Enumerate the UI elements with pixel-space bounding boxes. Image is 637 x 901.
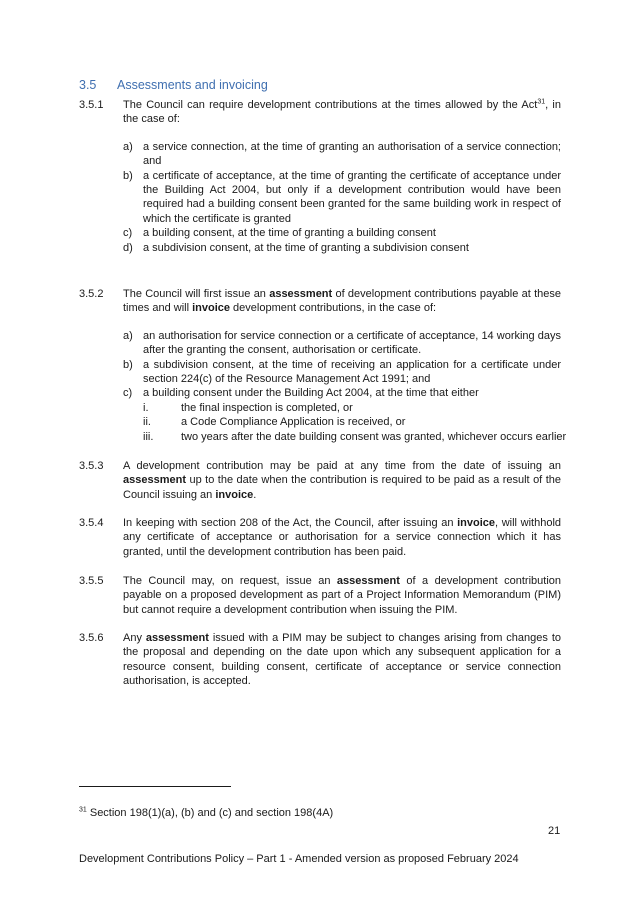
paragraph-text: , will withhold any certificate of acceptance or authorisation for a service connection which it has granted, until the development contribution has been paid. bbox=[123, 517, 562, 558]
list-item bbox=[123, 241, 561, 255]
paragraph-number: 3.5.4 bbox=[79, 517, 104, 529]
paragraph-text: issued with a PIM may be subject to changes arising from changes to the proposal and depending on the date upon which any subsequent application for a resource consent, building consent, certificate of acceptance or service connection authorisation, is accepted. bbox=[123, 632, 562, 688]
paragraph-text: development contributions, in the case of: bbox=[229, 302, 437, 315]
list-label: d) bbox=[123, 241, 133, 254]
paragraph-text: , in the case of: bbox=[123, 99, 561, 126]
sub-list-label: i. bbox=[143, 401, 149, 414]
section-heading bbox=[79, 77, 268, 93]
list-label: b) bbox=[123, 358, 133, 371]
paragraph-3-5-5 bbox=[79, 574, 561, 617]
bold-term: invoice bbox=[215, 488, 254, 501]
sub-list-text: two years after the date building consent was granted, whichever occurs earlier bbox=[181, 430, 567, 443]
paragraph-number: 3.5.3 bbox=[79, 460, 104, 472]
paragraph-text: of development contributions payable at these times and will bbox=[123, 288, 561, 315]
page-number: 21 bbox=[548, 825, 561, 837]
list-item bbox=[123, 358, 561, 387]
paragraph-number: 3.5.5 bbox=[79, 575, 104, 587]
paragraph-3-5-1 bbox=[79, 98, 561, 255]
list-item bbox=[123, 140, 561, 169]
list bbox=[123, 329, 567, 444]
list-item bbox=[123, 386, 567, 444]
bold-term: assessment bbox=[269, 288, 333, 300]
list-text: a certificate of acceptance, at the time of granting the certificate of acceptance under the Building Act 2004, but only if a development contribution would have been required had a building consent been granted for the same building work in respect of which the certificate is granted bbox=[143, 169, 561, 225]
sub-list-item bbox=[143, 430, 567, 444]
bold-term: assessment bbox=[145, 632, 209, 644]
footnote-text: Section 198(1)(a), (b) and (c) and section 198(4A) bbox=[86, 807, 334, 819]
paragraph-text: . bbox=[253, 488, 257, 501]
sub-list bbox=[143, 401, 567, 444]
paragraph-3-5-4 bbox=[79, 516, 561, 559]
list-item bbox=[123, 226, 561, 240]
section-title: Assessments and invoicing bbox=[117, 78, 268, 92]
bold-term: invoice bbox=[457, 517, 496, 529]
paragraph-text: In keeping with section 208 of the Act, the Council, after issuing an bbox=[123, 517, 458, 529]
paragraph-text: The Council can require development contributions at the times allowed by the Act bbox=[123, 99, 538, 111]
sub-list-text: a Code Compliance Application is received, or bbox=[181, 416, 406, 429]
paragraph-body bbox=[123, 631, 561, 689]
paragraph-text: A development contribution may be paid at any time from the date of issuing an bbox=[123, 460, 561, 472]
list-text: a subdivision consent, at the time of granting a subdivision consent bbox=[143, 241, 469, 254]
paragraph-text: of a development contribution payable on a proposed development as part of a Project Information Memorandum (PIM) but cannot require a development contribution when issuing the PIM. bbox=[123, 575, 561, 616]
paragraph-3-5-3 bbox=[79, 459, 561, 502]
paragraph-number: 3.5.1 bbox=[79, 99, 104, 111]
paragraph-text: The Council will first issue an bbox=[123, 288, 270, 300]
bold-term: assessment bbox=[336, 575, 400, 587]
paragraph-number: 3.5.6 bbox=[79, 632, 104, 644]
footnote-reference[interactable]: 31 bbox=[537, 98, 546, 106]
sub-list-label: ii. bbox=[143, 416, 151, 429]
paragraph-text: up to the date when the contribution is required to be paid as a result of the Council issuing an bbox=[123, 474, 561, 501]
sub-list-text: the final inspection is completed, or bbox=[181, 401, 353, 414]
footnote bbox=[79, 806, 333, 820]
footnote-divider bbox=[79, 786, 231, 787]
list-label: a) bbox=[123, 329, 133, 342]
paragraph-body bbox=[123, 98, 561, 127]
paragraph-3-5-2 bbox=[79, 287, 567, 444]
list-label: b) bbox=[123, 169, 133, 182]
paragraph-number: 3.5.2 bbox=[79, 288, 104, 300]
paragraph-body bbox=[123, 287, 561, 316]
list-text: a subdivision consent, at the time of receiving an application for a certificate under section 224(c) of the Resource Management Act 1991; and bbox=[143, 358, 561, 386]
sub-list-label: iii. bbox=[143, 430, 154, 443]
list bbox=[123, 140, 561, 255]
paragraph-body bbox=[123, 516, 561, 559]
list-text: a building consent, at the time of granting a building consent bbox=[143, 227, 436, 240]
section-number: 3.5 bbox=[79, 78, 97, 92]
list-text: a building consent under the Building Act 2004, at the time that either bbox=[143, 387, 479, 400]
paragraph-body bbox=[123, 574, 561, 617]
paragraph-3-5-6 bbox=[79, 631, 561, 689]
list-label: c) bbox=[123, 387, 133, 400]
list-text: a service connection, at the time of granting an authorisation of a service connection; and bbox=[143, 140, 561, 168]
bold-term: invoice bbox=[192, 302, 230, 315]
footnote-marker: 31 bbox=[79, 806, 87, 814]
sub-list-item bbox=[143, 401, 561, 415]
list-label: c) bbox=[123, 227, 133, 240]
paragraph-body bbox=[123, 459, 561, 502]
list-item bbox=[123, 169, 561, 227]
paragraph-text: Any bbox=[123, 632, 146, 644]
sub-list-item bbox=[143, 415, 561, 429]
list-item bbox=[123, 329, 561, 358]
page-footer: Development Contributions Policy – Part 1 - Amended version as proposed February 2024 bbox=[79, 853, 519, 865]
list-text: an authorisation for service connection or a certificate of acceptance, 14 working days after the granting the consent, authorisation or certificate. bbox=[143, 329, 561, 357]
list-label: a) bbox=[123, 140, 133, 153]
paragraph-text: The Council may, on request, issue an bbox=[123, 575, 337, 587]
bold-term: assessment bbox=[123, 474, 186, 487]
